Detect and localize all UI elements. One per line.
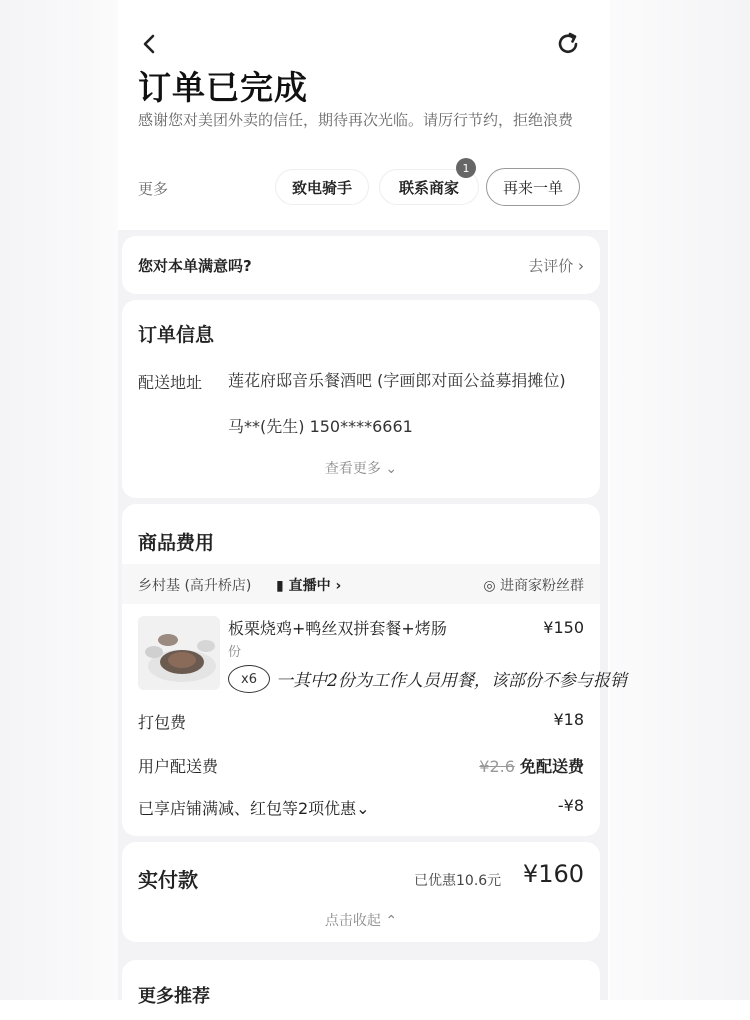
scan-margin-left <box>0 0 120 1000</box>
scan-margin-right <box>610 0 750 1000</box>
collapse-button[interactable]: 点击收起 ⌃ <box>324 913 398 929</box>
payment-card <box>122 842 600 942</box>
contact-merchant-button[interactable]: 联系商家 <box>380 170 478 204</box>
recommend-title: 更多推荐 <box>138 986 210 1007</box>
original-delivery-fee: ¥2.6 <box>479 757 515 776</box>
product-fee-card <box>122 504 627 836</box>
fee-section-title: 商品费用 <box>138 532 215 554</box>
address-label: 配送地址 <box>138 373 203 392</box>
delivery-fee-label: 用户配送费 <box>138 757 219 776</box>
order-header <box>118 0 608 230</box>
order-info-title: 订单信息 <box>138 324 215 346</box>
discount-value: -¥8 <box>557 796 584 815</box>
page-title: 订单已完成 <box>138 68 308 107</box>
payment-total: ¥160 <box>522 860 584 888</box>
live-bars-icon: ▮ <box>276 578 289 594</box>
live-label: 直播中 › <box>288 578 342 594</box>
back-arrow-icon[interactable] <box>138 32 162 56</box>
fans-group-link[interactable] <box>483 575 584 595</box>
saved-amount: 已优惠10.6元 <box>414 873 502 889</box>
rate-link[interactable]: 去评价 › <box>528 257 584 275</box>
satisfaction-question: 您对本单满意吗? <box>138 257 252 275</box>
live-status[interactable] <box>276 575 341 595</box>
fans-group-label: 进商家粉丝群 <box>500 578 584 594</box>
packing-fee-label: 打包费 <box>138 713 187 732</box>
order-detail-screen <box>118 0 627 1007</box>
quantity-circled: x6 <box>228 665 270 693</box>
handwritten-note: 一其中2份为工作人员用餐，该部份不参与报销 <box>276 671 627 691</box>
food-plate-illustration <box>138 616 220 690</box>
delivery-address: 莲花府邸音乐餐酒吧 (字画郎对面公益募捐摊位) <box>228 371 566 390</box>
fans-group-icon: ◎ <box>483 578 500 594</box>
food-image <box>138 616 220 690</box>
more-button[interactable]: 更多 <box>138 180 169 198</box>
discount-summary[interactable]: 已享店铺满减、红包等2项优惠⌄ <box>138 799 370 818</box>
delivery-fee-value <box>479 754 584 777</box>
free-delivery: 免配送费 <box>519 757 584 776</box>
refresh-icon[interactable] <box>554 30 582 58</box>
recommend-card <box>122 960 600 1020</box>
food-item-price: ¥150 <box>543 618 584 637</box>
actual-payment-label: 实付款 <box>138 868 198 892</box>
view-more-button[interactable]: 查看更多 ⌄ <box>324 461 398 477</box>
thank-you-message: 感谢您对美团外卖的信任，期待再次光临。请厉行节约，拒绝浪费 <box>138 111 574 129</box>
rating-card[interactable] <box>122 236 600 294</box>
notification-badge: 1 <box>456 158 476 178</box>
order-again-button[interactable]: 再来一单 <box>486 168 580 206</box>
order-info-card <box>122 300 600 498</box>
store-bar[interactable] <box>122 564 600 604</box>
recipient-contact: 马**(先生) 150****6661 <box>228 417 413 436</box>
store-name[interactable]: 乡村基 (高升桥店) <box>138 578 252 594</box>
food-name-text: 板栗烧鸡+鸭丝双拼套餐+烤肠 <box>228 619 447 638</box>
packing-fee-value: ¥18 <box>553 710 584 729</box>
call-rider-button[interactable]: 致电骑手 <box>276 170 368 204</box>
food-name-wrap: 份 <box>228 645 242 660</box>
food-item-name[interactable] <box>228 618 508 664</box>
